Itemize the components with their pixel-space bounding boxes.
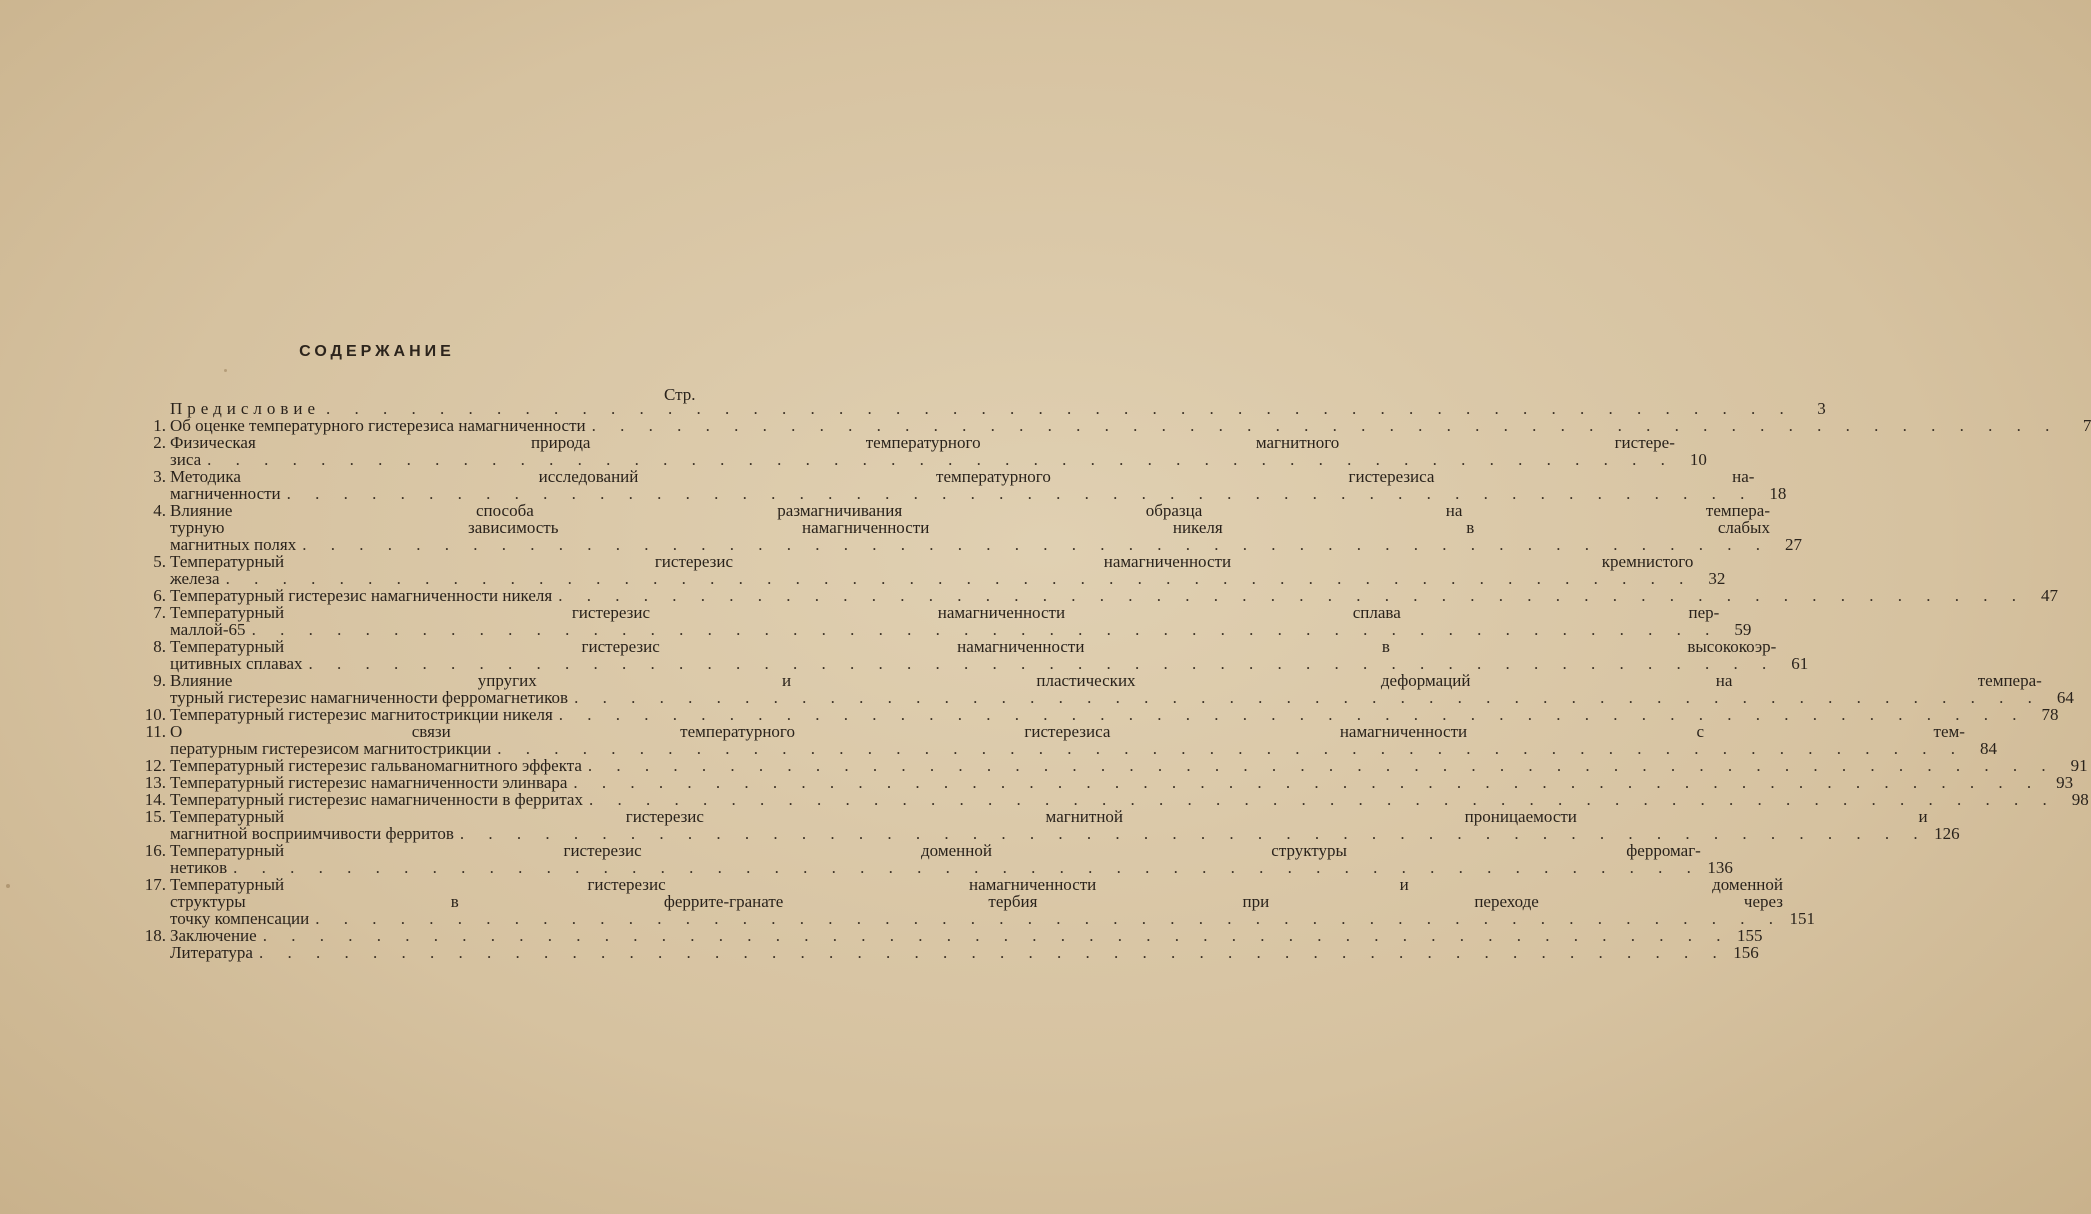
toc-entry [128,399,1826,418]
toc-entry-number: 4. [153,501,166,520]
toc-entry [128,722,1997,758]
toc-entry-text: пературным гистерезисом магнитострикции [170,739,492,758]
toc-entry-number [128,400,170,417]
paper-spot [6,884,10,888]
toc-entry [128,552,1726,588]
dot-leader: . . . . . . . . . . . . . . . . . . . . . . . . . . . . . . . . . . . . . . . . . . . . . . . . . . . . [497,739,1965,758]
toc-entry-number: 10. [144,705,166,724]
toc-entry [128,603,1752,639]
toc-entry-page: 136 [1707,858,1733,877]
toc-entry [128,807,1960,843]
toc-entry [128,943,1759,962]
dot-leader: . . . . . . . . . . . . . . . . . . . . . . . . . . . . . . . . . . . . . . . . . . . . . . . . . . . . [588,790,2057,809]
toc-entry [128,841,1733,877]
toc-entry-text: магнитных полях [170,535,297,554]
toc-entry-number: 18. [144,926,166,945]
dot-leader: . . . . . . . . . . . . . . . . . . . . . . . . . . . . . . . . . . . . . . . . . . . . . . . . . . . . [326,399,1794,418]
dot-leader: . . . . . . . . . . . . . . . . . . . . . . . . . . . . . . . . . . . . . . . . . . . . . . . . . . . . [558,705,2027,724]
toc-entry-page: 3 [1817,399,1826,418]
toc-entry-page: 155 [1736,926,1763,945]
table-of-contents [128,399,2091,962]
toc-entry-number: 5. [153,552,166,571]
toc-entry-page: 27 [1784,535,1802,554]
toc-entry-text: Температурный гистерезис намагниченности и доменной [170,875,1783,894]
toc-entry-page: 93 [2056,773,2074,792]
toc-entry-page: 91 [2070,756,2088,775]
toc-entry-number: 12. [144,756,166,775]
toc-entry [128,416,2091,435]
dot-leader: . . . . . . . . . . . . . . . . . . . . . . . . . . . . . . . . . . . . . . . . . . . . . . . . . . . . [233,858,1701,877]
toc-entry-page: 156 [1733,943,1759,962]
toc-entry-page: 61 [1791,654,1809,673]
toc-entry-text: Заключение [170,926,257,945]
toc-entry-text: Температурный гистерезис намагниченности в ферритах [170,790,583,809]
toc-entry [128,637,1809,673]
toc-entry-number: 2. [153,433,166,452]
toc-entry-text: Температурный гистерезис намагниченности кремнистого [170,552,1694,571]
toc-entry-text: Влияние способа размагничивания образца на темпера- [170,501,1770,520]
toc-entry-text: Температурный гистерезис намагниченности сплава пер- [170,603,1720,622]
toc-entry [128,586,2058,605]
toc-entry-number: 1. [153,416,166,435]
toc-entry-text: Температурный гистерезис намагниченности никеля [170,586,553,605]
dot-leader: . . . . . . . . . . . . . . . . . . . . . . . . . . . . . . . . . . . . . . . . . . . . . . . . . . . . [587,756,2056,775]
toc-entry-page: 10 [1689,450,1707,469]
dot-leader: . . . . . . . . . . . . . . . . . . . . . . . . . . . . . . . . . . . . . . . . . . . . . . . . . . . . [591,416,2060,435]
toc-entry-text: Температурный гистерезис намагниченности в высококоэр- [170,637,1777,656]
toc-title: СОДЕРЖАНИЕ [299,343,455,360]
toc-entry-text: маллой-65 [170,620,246,639]
toc-entry-text: Физическая природа температурного магнитного гистере- [170,433,1675,452]
toc-entry-text: Литература [170,943,253,962]
toc-entry [128,773,2074,792]
toc-entry-text: Температурный гистерезис намагниченности элинвара [170,773,568,792]
toc-entry-page: 59 [1734,620,1752,639]
dot-leader: . . . . . . . . . . . . . . . . . . . . . . . . . . . . . . . . . . . . . . . . . . . . . . . . . . . . [308,654,1777,673]
toc-entry-text: магнитной восприимчивости ферритов [170,824,454,843]
dot-leader: . . . . . . . . . . . . . . . . . . . . . . . . . . . . . . . . . . . . . . . . . . . . . . . . . . . . [207,450,1675,469]
dot-leader: . . . . . . . . . . . . . . . . . . . . . . . . . . . . . . . . . . . . . . . . . . . . . . . . . . . . [262,926,1731,945]
toc-entry-number: 7. [153,603,166,622]
toc-entry-text: О связи температурного гистерезиса намагниченности с тем- [170,722,1965,741]
toc-entry-text: Температурный гистерезис магнитострикции никеля [170,705,553,724]
toc-entry-number: 3. [153,467,166,486]
toc-entry [128,501,1802,554]
dot-leader: . . . . . . . . . . . . . . . . . . . . . . . . . . . . . . . . . . . . . . . . . . . . . . . . . . . . [459,824,1928,843]
paper-spot [224,369,227,372]
toc-entry-page: 78 [2041,705,2059,724]
toc-entry [128,756,2088,775]
dot-leader: . . . . . . . . . . . . . . . . . . . . . . . . . . . . . . . . . . . . . . . . . . . . . . . . . . . . [251,620,1720,639]
dot-leader: . . . . . . . . . . . . . . . . . . . . . . . . . . . . . . . . . . . . . . . . . . . . . . . . . . . . [315,909,1783,928]
toc-entry-text: турный гистерезис намагниченности ферромагнетиков [170,688,569,707]
toc-entry-text: Предисловие [170,399,321,418]
dot-leader: . . . . . . . . . . . . . . . . . . . . . . . . . . . . . . . . . . . . . . . . . . . . . . . . . . . . [286,484,1755,503]
toc-entry-text: железа [170,569,220,588]
toc-entry-page: 151 [1789,909,1815,928]
toc-entry [128,705,2059,724]
toc-entry-number: 14. [144,790,166,809]
toc-entry [128,790,2089,809]
toc-entry-page: 84 [1979,739,1997,758]
toc-entry-number: 11. [145,722,166,741]
toc-entry-text: Об оценке температурного гистерезиса намагниченности [170,416,586,435]
toc-entry-number: 13. [144,773,166,792]
toc-entry-text: структуры в феррите-гранате тербия при переходе через [170,892,1783,911]
toc-entry-number: 16. [144,841,166,860]
toc-entry-number: 17. [144,875,166,894]
dot-leader: . . . . . . . . . . . . . . . . . . . . . . . . . . . . . . . . . . . . . . . . . . . . . . . . . . . . [558,586,2026,605]
toc-entry-page: 47 [2040,586,2058,605]
toc-entry [128,467,1787,503]
toc-entry-text: нетиков [170,858,228,877]
dot-leader: . . . . . . . . . . . . . . . . . . . . . . . . . . . . . . . . . . . . . . . . . . . . . . . . . . . . [258,943,1727,962]
page-column-header: Стр. [664,385,696,404]
toc-entry-page: 32 [1708,569,1726,588]
toc-entry-text: турную зависимость намагниченности никеля в слабых [170,518,1770,537]
toc-entry-text: Температурный гистерезис гальваномагнитного эффекта [170,756,582,775]
dot-leader: . . . . . . . . . . . . . . . . . . . . . . . . . . . . . . . . . . . . . . . . . . . . . . . . . . . . [302,535,1770,554]
toc-entry-page: 7 [2082,416,2091,435]
toc-entry-text: Влияние упругих и пластических деформаций на темпера- [170,671,2042,690]
toc-entry-number: 8. [153,637,166,656]
toc-entry [128,671,2074,707]
dot-leader: . . . . . . . . . . . . . . . . . . . . . . . . . . . . . . . . . . . . . . . . . . . . . . . . . . . . [574,688,2042,707]
toc-entry-number: 15. [144,807,166,826]
toc-entry [128,875,1815,928]
toc-entry-page: 98 [2071,790,2089,809]
toc-entry-number: 6. [153,586,166,605]
toc-entry-number [128,944,170,961]
toc-entry-number: 9. [153,671,166,690]
toc-entry [128,433,1707,469]
dot-leader: . . . . . . . . . . . . . . . . . . . . . . . . . . . . . . . . . . . . . . . . . . . . . . . . . . . . [225,569,1694,588]
toc-entry-page: 18 [1769,484,1787,503]
toc-entry-text: точку компенсации [170,909,310,928]
toc-entry-page: 126 [1934,824,1960,843]
toc-entry-text: зиса [170,450,202,469]
toc-entry-text: Температурный гистерезис доменной структуры ферромаг- [170,841,1701,860]
toc-entry-page: 64 [2056,688,2074,707]
toc-entry [128,926,1763,945]
toc-entry-text: Методика исследований температурного гистерезиса на- [170,467,1755,486]
dot-leader: . . . . . . . . . . . . . . . . . . . . . . . . . . . . . . . . . . . . . . . . . . . . . . . . . . . . [573,773,2042,792]
toc-entry-text: Температурный гистерезис магнитной проницаемости и [170,807,1928,826]
toc-entry-text: магниченности [170,484,281,503]
toc-entry-text: цитивных сплавах [170,654,303,673]
